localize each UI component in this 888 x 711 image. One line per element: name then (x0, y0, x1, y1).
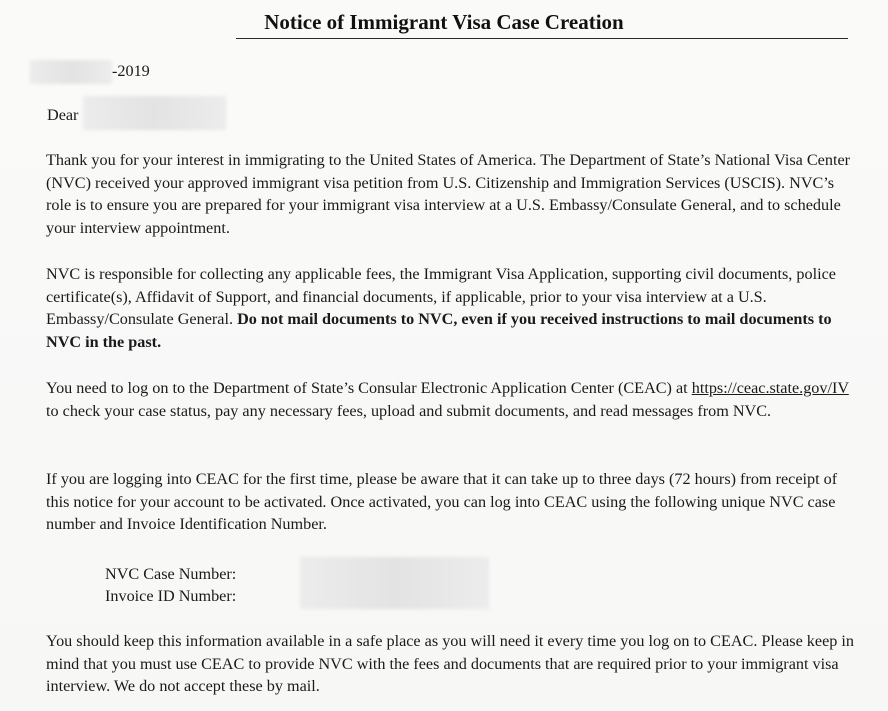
page-title: Notice of Immigrant Visa Case Creation (264, 10, 624, 34)
paragraph-intro: Thank you for your interest in immigrating to the United States of America. The Department of State’s National Visa Center (NVC) received your approved immigrant visa petition from U.S. Citizenship and Immigration Services (USCIS). NVC’s role is to ensure you are prepared for your immigrant visa interview at a U.S. Embassy/Consulate General, and to schedule your interview appointment. (46, 151, 851, 237)
paragraph-keep-info: You should keep this information available in a safe place as you will need it every time you log on to CEAC. Please keep in mind that you must use CEAC to provide NVC with the fees and documents that are required prior to your immigrant visa interview. We do not accept these by mail. (46, 632, 855, 695)
redacted-case-values (300, 557, 489, 609)
title-underline (236, 38, 848, 39)
paragraph-first-login: If you are logging into CEAC for the first time, please be aware that it can take up to three days (72 hours) from receipt of this notice for your account to be activated. Once activated, you can log into CEAC using the following unique NVC case number and Invoice Identification Number. (46, 470, 838, 533)
salutation-line (47, 104, 287, 130)
case-number-label: NVC Case Number: (105, 565, 237, 583)
mail-warning: Do not mail documents to NVC, even if you received instructions to mail documents to NVC in the past. (46, 310, 832, 351)
paragraph-ceac (46, 377, 856, 422)
paragraph-responsibilities (46, 263, 856, 353)
ceac-link[interactable]: https://ceac.state.gov/IV (691, 379, 849, 397)
invoice-id-label: Invoice ID Number: (105, 587, 237, 605)
date-line (30, 60, 230, 84)
ceac-intro-text: You need to log on to the Department of State’s Consular Electronic Application Center (CEAC) at (46, 379, 692, 397)
ceac-after-text: to check your case status, pay any necessary fees, upload and submit documents, and read messages from NVC. (46, 401, 772, 420)
salutation: Dear (47, 106, 79, 124)
redacted-date (30, 60, 112, 84)
responsibilities-text: NVC is responsible for collecting any applicable fees, the Immigrant Visa Application, supporting civil documents, police certificate(s), Affidavit of Support, and financial documents, if applicable, prior to your visa interview at a U.S. Embassy/Consulate General. (46, 265, 836, 328)
date-year: -2019 (112, 62, 150, 80)
redacted-name (83, 96, 226, 130)
